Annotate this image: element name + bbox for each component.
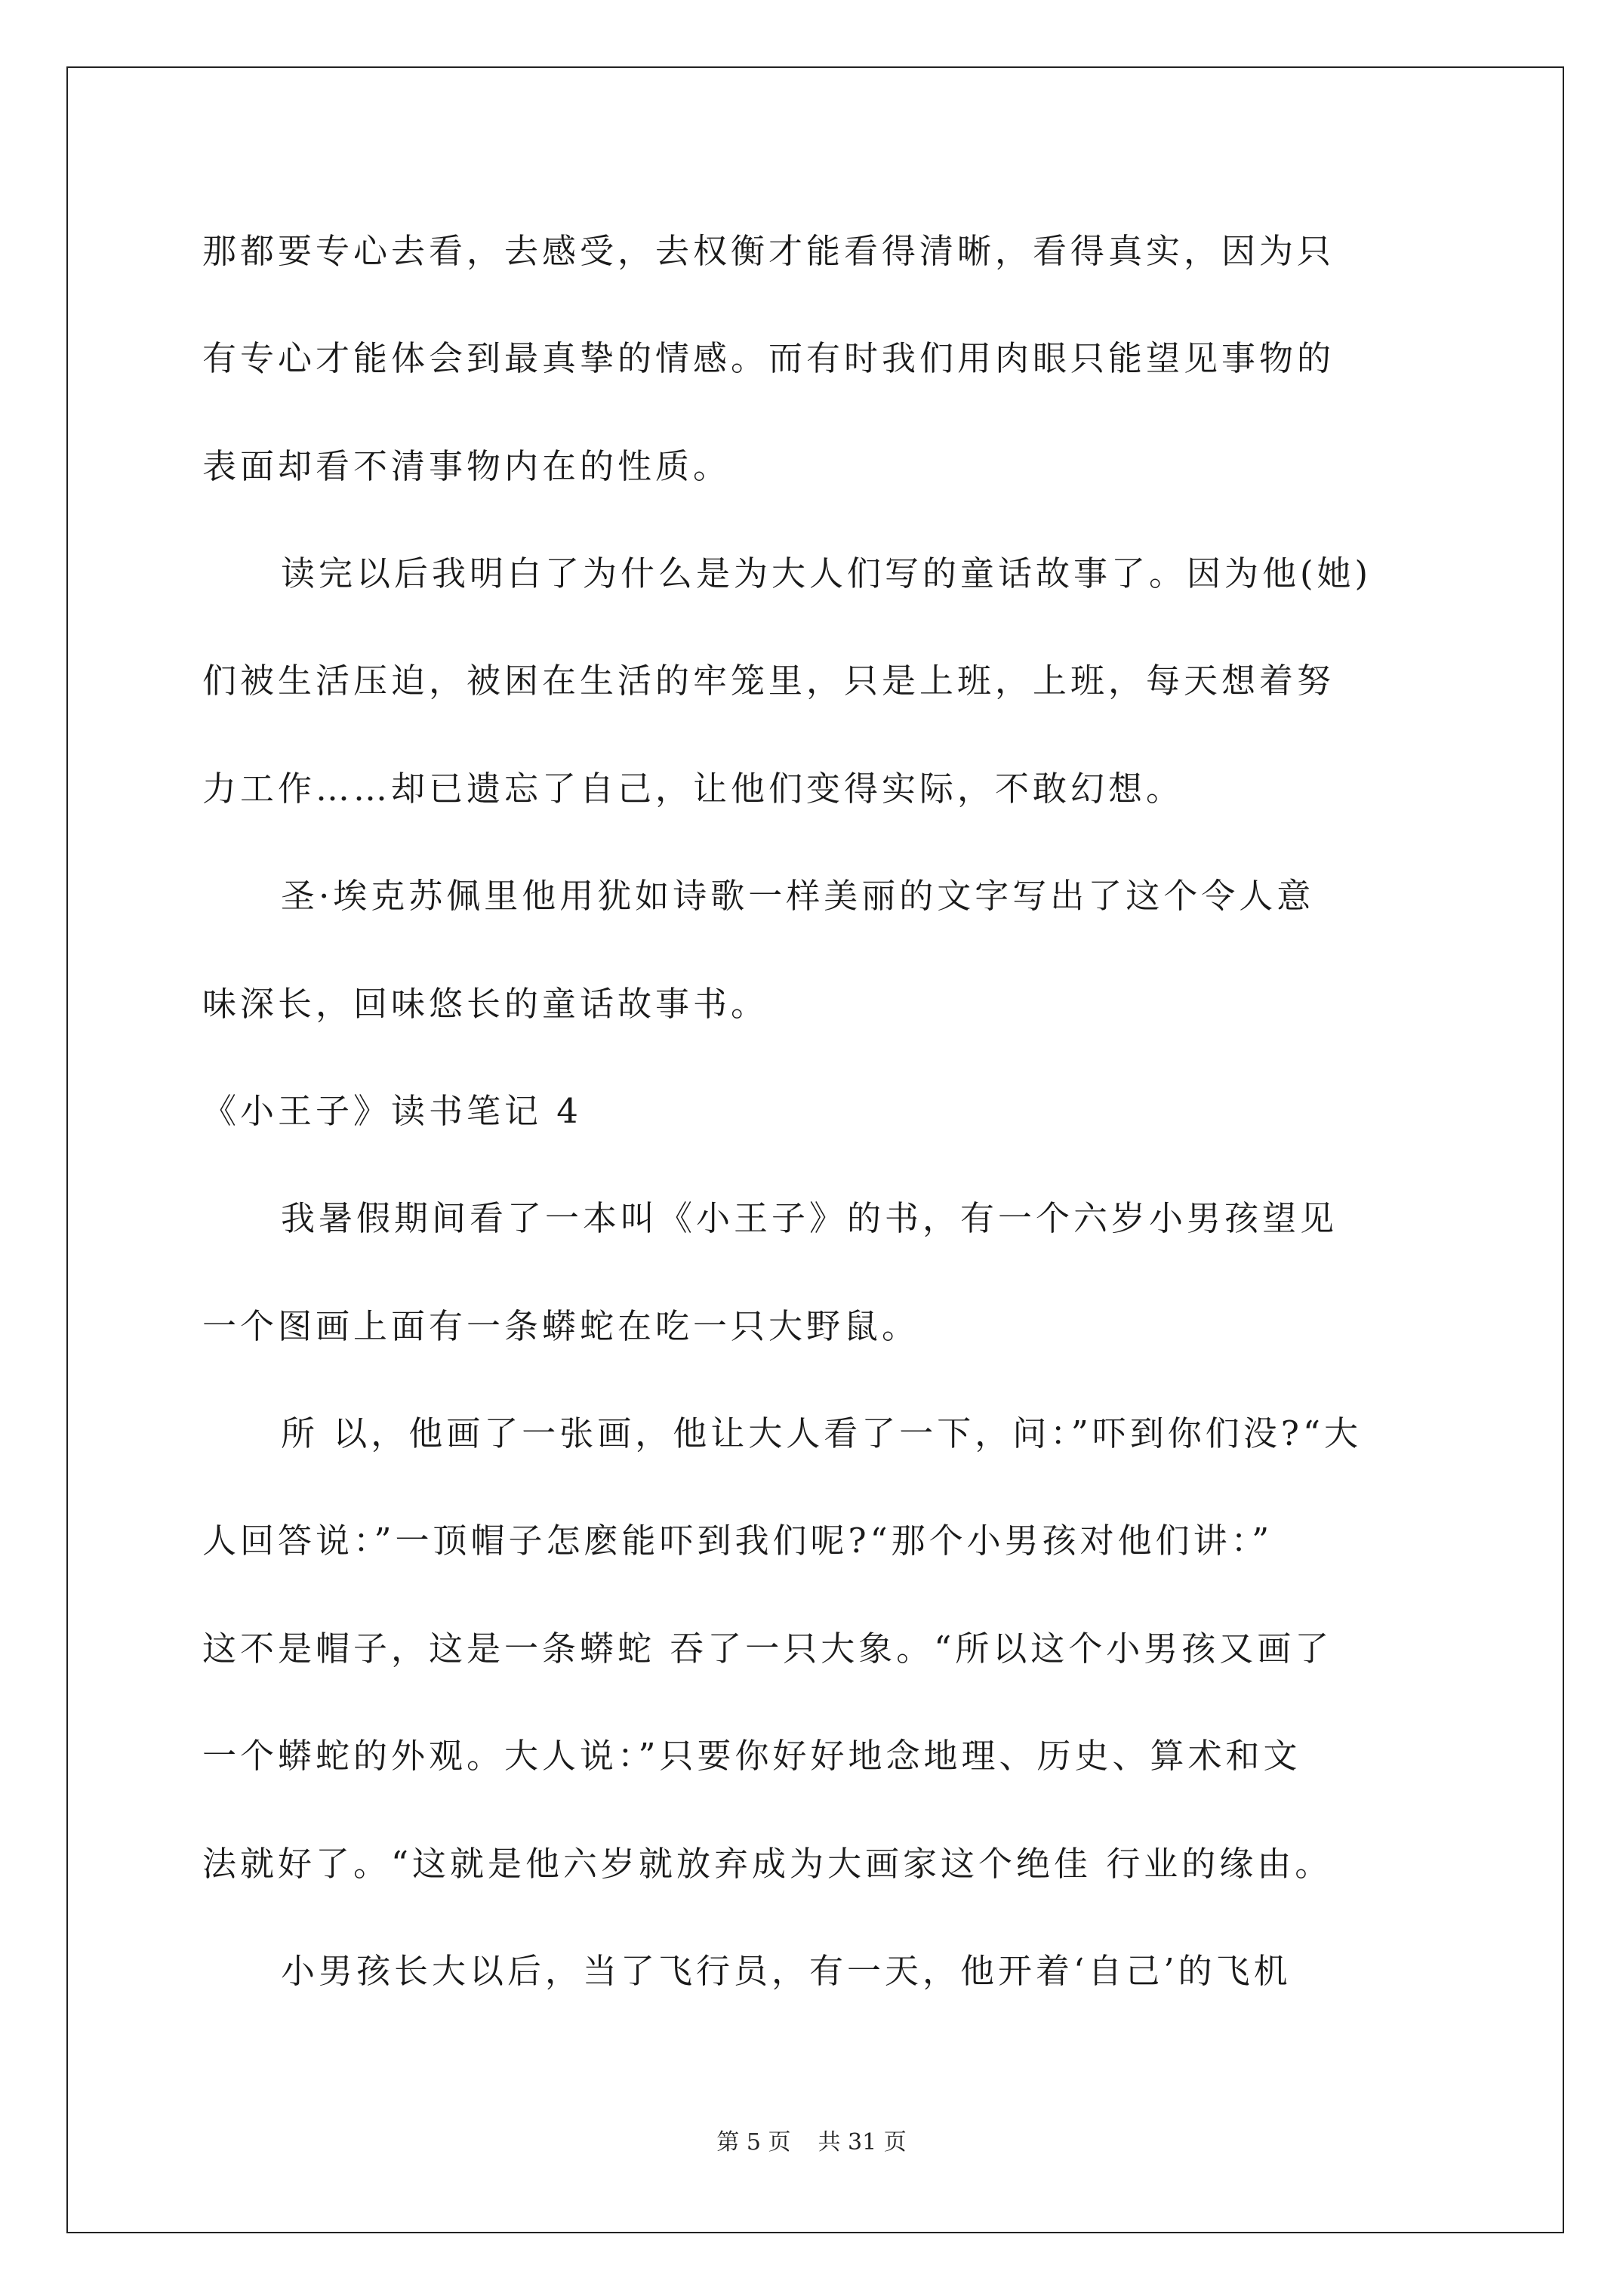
body-line: 人回答说：”一顶帽子怎麽能吓到我们呢?“那个小男孩对他们讲：” (202, 1521, 1273, 1561)
paragraph-start-line: 读完以后我明白了为什么是为大人们写的童话故事了。因为他(她) (281, 553, 1372, 593)
body-line: 味深长，回味悠长的童话故事书。 (202, 984, 769, 1024)
body-line: 们被生活压迫，被困在生活的牢笼里，只是上班，上班，每天想着努 (202, 661, 1335, 701)
page-footer (0, 2128, 1623, 2158)
page-border (66, 66, 1564, 2233)
body-line: 一个蟒蛇的外观。大人说：”只要你好好地念地理、历史、算术和文 (202, 1736, 1301, 1776)
body-line: 法就好了。“这就是他六岁就放弃成为大画家这个绝佳 行业的缘由。 (202, 1844, 1333, 1884)
body-line: 这不是帽子，这是一条蟒蛇 吞了一只大象。“所以这个小男孩又画了 (202, 1629, 1333, 1669)
body-line: 那都要专心去看，去感受，去权衡才能看得清晰，看得真实，因为只 (202, 231, 1335, 271)
paragraph-start-line: 所 以，他画了一张画，他让大人看了一下，问：”吓到你们没?“大 (281, 1413, 1362, 1453)
page-total: 共 31 页 (818, 2129, 907, 2156)
body-line: 表面却看不清事物内在的性质。 (202, 446, 731, 486)
section-heading: 《小王子》读书笔记 4 (202, 1091, 582, 1131)
page-number: 第 5 页 (716, 2129, 791, 2156)
paragraph-start-line: 圣·埃克苏佩里他用犹如诗歌一样美丽的文字写出了这个令人意 (281, 876, 1315, 916)
body-line: 有专心才能体会到最真挚的情感。而有时我们用肉眼只能望见事物的 (202, 338, 1335, 378)
body-line: 一个图画上面有一条蟒蛇在吃一只大野鼠。 (202, 1306, 920, 1346)
body-line: 力工作……却已遗忘了自己，让他们变得实际，不敢幻想。 (202, 769, 1184, 809)
paragraph-start-line: 小男孩长大以后，当了飞行员，有一天，他开着‘自己’的飞机 (281, 1951, 1292, 1991)
paragraph-start-line: 我暑假期间看了一本叫《小王子》的书，有一个六岁小男孩望见 (281, 1198, 1338, 1238)
